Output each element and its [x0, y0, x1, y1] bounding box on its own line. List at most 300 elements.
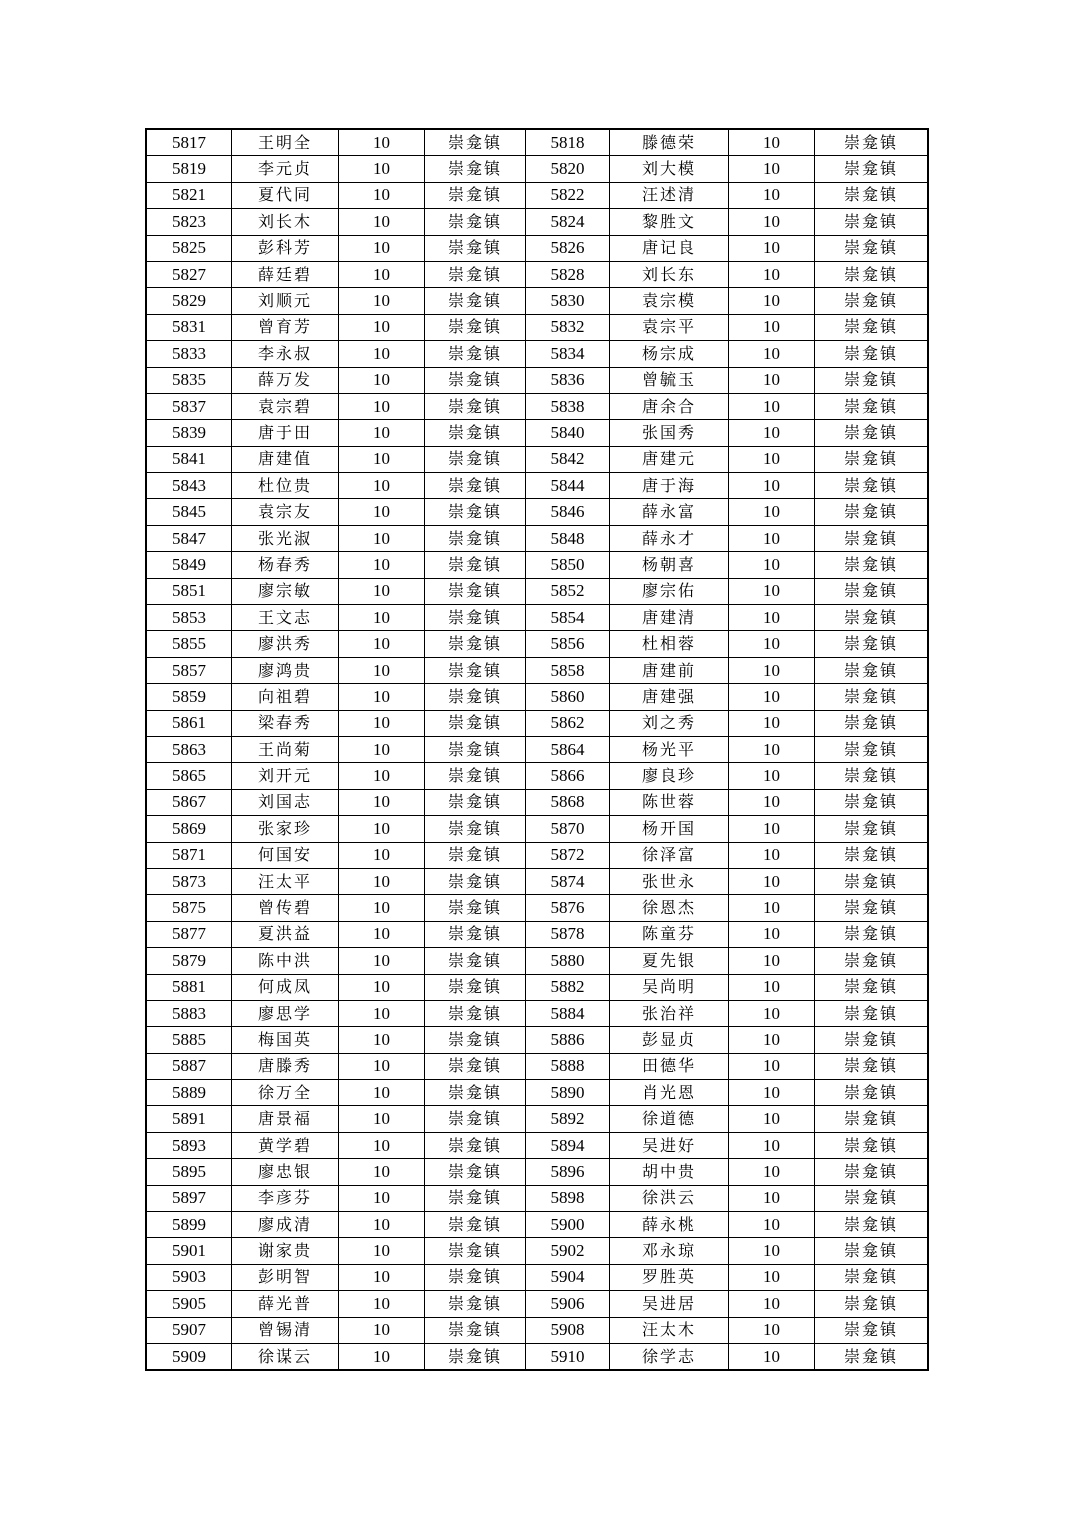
- right-town-name-cell: 崇龛镇: [815, 948, 928, 974]
- right-person-name-cell: 廖良珍: [610, 763, 729, 789]
- right-town-name-cell: 崇龛镇: [815, 789, 928, 815]
- right-amount-cell: 10: [729, 868, 815, 894]
- left-town-name-cell: 崇龛镇: [425, 1264, 526, 1290]
- right-town-name-cell: 崇龛镇: [815, 1343, 928, 1369]
- right-person-name-cell: 徐恩杰: [610, 895, 729, 921]
- left-person-name-cell: 刘长木: [232, 209, 339, 235]
- right-town-name-cell: 崇龛镇: [815, 314, 928, 340]
- right-town-name-cell: 崇龛镇: [815, 895, 928, 921]
- left-person-name-cell: 夏洪益: [232, 921, 339, 947]
- left-amount-cell: 10: [339, 842, 425, 868]
- right-amount-cell: 10: [729, 1291, 815, 1317]
- right-person-name-cell: 汪太木: [610, 1317, 729, 1343]
- left-person-name-cell: 曾育芳: [232, 314, 339, 340]
- table-row: [147, 341, 928, 367]
- right-town-name-cell: 崇龛镇: [815, 420, 928, 446]
- right-amount-cell: 10: [729, 842, 815, 868]
- right-record-id-cell: 5904: [526, 1264, 610, 1290]
- table-row: [147, 1027, 928, 1053]
- left-record-id-cell: 5827: [147, 261, 232, 287]
- right-person-name-cell: 胡中贵: [610, 1159, 729, 1185]
- left-town-name-cell: 崇龛镇: [425, 1185, 526, 1211]
- right-town-name-cell: 崇龛镇: [815, 341, 928, 367]
- left-town-name-cell: 崇龛镇: [425, 1238, 526, 1264]
- left-person-name-cell: 刘国志: [232, 789, 339, 815]
- right-town-name-cell: 崇龛镇: [815, 684, 928, 710]
- right-person-name-cell: 彭显贞: [610, 1027, 729, 1053]
- left-town-name-cell: 崇龛镇: [425, 156, 526, 182]
- left-person-name-cell: 夏代同: [232, 182, 339, 208]
- left-amount-cell: 10: [339, 868, 425, 894]
- left-town-name-cell: 崇龛镇: [425, 868, 526, 894]
- right-person-name-cell: 薛永富: [610, 499, 729, 525]
- table-row: [147, 948, 928, 974]
- left-record-id-cell: 5871: [147, 842, 232, 868]
- left-person-name-cell: 唐景福: [232, 1106, 339, 1132]
- right-record-id-cell: 5844: [526, 473, 610, 499]
- right-amount-cell: 10: [729, 974, 815, 1000]
- table-row: [147, 288, 928, 314]
- right-person-name-cell: 袁宗平: [610, 314, 729, 340]
- left-town-name-cell: 崇龛镇: [425, 710, 526, 736]
- left-record-id-cell: 5897: [147, 1185, 232, 1211]
- left-town-name-cell: 崇龛镇: [425, 1000, 526, 1026]
- right-record-id-cell: 5836: [526, 367, 610, 393]
- left-town-name-cell: 崇龛镇: [425, 1317, 526, 1343]
- right-amount-cell: 10: [729, 209, 815, 235]
- left-amount-cell: 10: [339, 288, 425, 314]
- right-person-name-cell: 杜相蓉: [610, 631, 729, 657]
- right-amount-cell: 10: [729, 1238, 815, 1264]
- table-row: [147, 209, 928, 235]
- right-person-name-cell: 田德华: [610, 1053, 729, 1079]
- right-person-name-cell: 薛永才: [610, 525, 729, 551]
- right-amount-cell: 10: [729, 631, 815, 657]
- right-town-name-cell: 崇龛镇: [815, 1080, 928, 1106]
- left-person-name-cell: 廖思学: [232, 1000, 339, 1026]
- left-amount-cell: 10: [339, 499, 425, 525]
- left-record-id-cell: 5861: [147, 710, 232, 736]
- left-record-id-cell: 5843: [147, 473, 232, 499]
- right-town-name-cell: 崇龛镇: [815, 552, 928, 578]
- right-person-name-cell: 徐洪云: [610, 1185, 729, 1211]
- right-amount-cell: 10: [729, 261, 815, 287]
- left-town-name-cell: 崇龛镇: [425, 130, 526, 156]
- right-record-id-cell: 5874: [526, 868, 610, 894]
- right-amount-cell: 10: [729, 1027, 815, 1053]
- right-record-id-cell: 5906: [526, 1291, 610, 1317]
- right-person-name-cell: 薛永桃: [610, 1212, 729, 1238]
- left-person-name-cell: 薛光普: [232, 1291, 339, 1317]
- right-town-name-cell: 崇龛镇: [815, 816, 928, 842]
- right-record-id-cell: 5830: [526, 288, 610, 314]
- table-row: [147, 605, 928, 631]
- right-amount-cell: 10: [729, 420, 815, 446]
- left-record-id-cell: 5873: [147, 868, 232, 894]
- right-amount-cell: 10: [729, 341, 815, 367]
- left-record-id-cell: 5883: [147, 1000, 232, 1026]
- left-person-name-cell: 王文志: [232, 605, 339, 631]
- right-record-id-cell: 5856: [526, 631, 610, 657]
- right-amount-cell: 10: [729, 710, 815, 736]
- right-person-name-cell: 唐建前: [610, 657, 729, 683]
- table-row: [147, 921, 928, 947]
- right-person-name-cell: 杨宗成: [610, 341, 729, 367]
- left-amount-cell: 10: [339, 525, 425, 551]
- left-record-id-cell: 5837: [147, 393, 232, 419]
- right-amount-cell: 10: [729, 367, 815, 393]
- right-person-name-cell: 徐道德: [610, 1106, 729, 1132]
- left-person-name-cell: 廖鸿贵: [232, 657, 339, 683]
- left-amount-cell: 10: [339, 974, 425, 1000]
- table-row: [147, 314, 928, 340]
- table-row: [147, 842, 928, 868]
- left-record-id-cell: 5863: [147, 736, 232, 762]
- right-record-id-cell: 5908: [526, 1317, 610, 1343]
- right-person-name-cell: 曾毓玉: [610, 367, 729, 393]
- right-amount-cell: 10: [729, 1343, 815, 1369]
- left-record-id-cell: 5907: [147, 1317, 232, 1343]
- right-person-name-cell: 罗胜英: [610, 1264, 729, 1290]
- right-person-name-cell: 唐建清: [610, 605, 729, 631]
- left-town-name-cell: 崇龛镇: [425, 763, 526, 789]
- table-row: [147, 393, 928, 419]
- left-town-name-cell: 崇龛镇: [425, 1080, 526, 1106]
- left-person-name-cell: 廖忠银: [232, 1159, 339, 1185]
- left-record-id-cell: 5859: [147, 684, 232, 710]
- left-person-name-cell: 何成凤: [232, 974, 339, 1000]
- left-amount-cell: 10: [339, 605, 425, 631]
- table-row: [147, 1212, 928, 1238]
- roster-table: [146, 129, 928, 1370]
- left-town-name-cell: 崇龛镇: [425, 552, 526, 578]
- table-row: [147, 816, 928, 842]
- table-row: [147, 473, 928, 499]
- right-person-name-cell: 吴进好: [610, 1132, 729, 1158]
- left-person-name-cell: 王明全: [232, 130, 339, 156]
- right-town-name-cell: 崇龛镇: [815, 156, 928, 182]
- left-town-name-cell: 崇龛镇: [425, 684, 526, 710]
- left-amount-cell: 10: [339, 209, 425, 235]
- left-amount-cell: 10: [339, 895, 425, 921]
- right-record-id-cell: 5866: [526, 763, 610, 789]
- right-amount-cell: 10: [729, 525, 815, 551]
- right-record-id-cell: 5894: [526, 1132, 610, 1158]
- left-record-id-cell: 5819: [147, 156, 232, 182]
- right-town-name-cell: 崇龛镇: [815, 261, 928, 287]
- table-row: [147, 1000, 928, 1026]
- table-row: [147, 1343, 928, 1369]
- table-row: [147, 1317, 928, 1343]
- right-town-name-cell: 崇龛镇: [815, 842, 928, 868]
- right-person-name-cell: 邓永琼: [610, 1238, 729, 1264]
- right-town-name-cell: 崇龛镇: [815, 578, 928, 604]
- left-town-name-cell: 崇龛镇: [425, 288, 526, 314]
- left-town-name-cell: 崇龛镇: [425, 261, 526, 287]
- left-town-name-cell: 崇龛镇: [425, 1106, 526, 1132]
- right-person-name-cell: 杨朝喜: [610, 552, 729, 578]
- right-amount-cell: 10: [729, 605, 815, 631]
- right-town-name-cell: 崇龛镇: [815, 736, 928, 762]
- right-town-name-cell: 崇龛镇: [815, 1212, 928, 1238]
- right-amount-cell: 10: [729, 816, 815, 842]
- right-town-name-cell: 崇龛镇: [815, 657, 928, 683]
- left-amount-cell: 10: [339, 1264, 425, 1290]
- left-amount-cell: 10: [339, 156, 425, 182]
- left-town-name-cell: 崇龛镇: [425, 974, 526, 1000]
- right-amount-cell: 10: [729, 1212, 815, 1238]
- left-town-name-cell: 崇龛镇: [425, 367, 526, 393]
- left-amount-cell: 10: [339, 182, 425, 208]
- left-record-id-cell: 5867: [147, 789, 232, 815]
- left-person-name-cell: 薛廷碧: [232, 261, 339, 287]
- right-person-name-cell: 徐学志: [610, 1343, 729, 1369]
- right-person-name-cell: 刘大模: [610, 156, 729, 182]
- right-amount-cell: 10: [729, 1264, 815, 1290]
- right-record-id-cell: 5892: [526, 1106, 610, 1132]
- right-person-name-cell: 滕德荣: [610, 130, 729, 156]
- right-record-id-cell: 5840: [526, 420, 610, 446]
- right-amount-cell: 10: [729, 763, 815, 789]
- right-amount-cell: 10: [729, 578, 815, 604]
- table-row: [147, 657, 928, 683]
- left-person-name-cell: 向祖碧: [232, 684, 339, 710]
- left-record-id-cell: 5887: [147, 1053, 232, 1079]
- left-person-name-cell: 徐万全: [232, 1080, 339, 1106]
- right-town-name-cell: 崇龛镇: [815, 1106, 928, 1132]
- right-person-name-cell: 刘之秀: [610, 710, 729, 736]
- right-amount-cell: 10: [729, 948, 815, 974]
- left-town-name-cell: 崇龛镇: [425, 341, 526, 367]
- table-row: [147, 235, 928, 261]
- table-row: [147, 1264, 928, 1290]
- left-amount-cell: 10: [339, 314, 425, 340]
- right-town-name-cell: 崇龛镇: [815, 130, 928, 156]
- right-record-id-cell: 5882: [526, 974, 610, 1000]
- left-record-id-cell: 5823: [147, 209, 232, 235]
- left-record-id-cell: 5839: [147, 420, 232, 446]
- left-person-name-cell: 袁宗友: [232, 499, 339, 525]
- left-town-name-cell: 崇龛镇: [425, 895, 526, 921]
- left-amount-cell: 10: [339, 763, 425, 789]
- right-record-id-cell: 5834: [526, 341, 610, 367]
- table-row: [147, 182, 928, 208]
- right-person-name-cell: 袁宗模: [610, 288, 729, 314]
- left-person-name-cell: 廖洪秀: [232, 631, 339, 657]
- right-record-id-cell: 5832: [526, 314, 610, 340]
- left-amount-cell: 10: [339, 1053, 425, 1079]
- right-person-name-cell: 廖宗佑: [610, 578, 729, 604]
- right-person-name-cell: 唐余合: [610, 393, 729, 419]
- left-amount-cell: 10: [339, 1132, 425, 1158]
- right-town-name-cell: 崇龛镇: [815, 763, 928, 789]
- right-town-name-cell: 崇龛镇: [815, 499, 928, 525]
- right-amount-cell: 10: [729, 789, 815, 815]
- table-row: [147, 710, 928, 736]
- right-amount-cell: 10: [729, 288, 815, 314]
- right-amount-cell: 10: [729, 657, 815, 683]
- left-town-name-cell: 崇龛镇: [425, 314, 526, 340]
- left-person-name-cell: 唐于田: [232, 420, 339, 446]
- right-amount-cell: 10: [729, 156, 815, 182]
- left-amount-cell: 10: [339, 1238, 425, 1264]
- right-amount-cell: 10: [729, 446, 815, 472]
- left-amount-cell: 10: [339, 1343, 425, 1369]
- left-record-id-cell: 5869: [147, 816, 232, 842]
- right-town-name-cell: 崇龛镇: [815, 605, 928, 631]
- right-record-id-cell: 5838: [526, 393, 610, 419]
- left-record-id-cell: 5853: [147, 605, 232, 631]
- left-town-name-cell: 崇龛镇: [425, 1212, 526, 1238]
- left-person-name-cell: 唐滕秀: [232, 1053, 339, 1079]
- left-person-name-cell: 梅国英: [232, 1027, 339, 1053]
- left-record-id-cell: 5821: [147, 182, 232, 208]
- right-amount-cell: 10: [729, 1317, 815, 1343]
- left-record-id-cell: 5835: [147, 367, 232, 393]
- right-town-name-cell: 崇龛镇: [815, 974, 928, 1000]
- right-town-name-cell: 崇龛镇: [815, 393, 928, 419]
- left-town-name-cell: 崇龛镇: [425, 921, 526, 947]
- left-person-name-cell: 廖成清: [232, 1212, 339, 1238]
- right-town-name-cell: 崇龛镇: [815, 1185, 928, 1211]
- table-row: [147, 130, 928, 156]
- left-record-id-cell: 5825: [147, 235, 232, 261]
- right-person-name-cell: 黎胜文: [610, 209, 729, 235]
- left-record-id-cell: 5851: [147, 578, 232, 604]
- table-row: [147, 1080, 928, 1106]
- left-record-id-cell: 5905: [147, 1291, 232, 1317]
- left-person-name-cell: 廖宗敏: [232, 578, 339, 604]
- right-town-name-cell: 崇龛镇: [815, 1291, 928, 1317]
- left-town-name-cell: 崇龛镇: [425, 789, 526, 815]
- table-row: [147, 420, 928, 446]
- left-person-name-cell: 王尚菊: [232, 736, 339, 762]
- table-row: [147, 261, 928, 287]
- right-person-name-cell: 张世永: [610, 868, 729, 894]
- left-record-id-cell: 5817: [147, 130, 232, 156]
- right-person-name-cell: 唐于海: [610, 473, 729, 499]
- right-town-name-cell: 崇龛镇: [815, 921, 928, 947]
- right-amount-cell: 10: [729, 1159, 815, 1185]
- right-amount-cell: 10: [729, 473, 815, 499]
- left-person-name-cell: 李永叔: [232, 341, 339, 367]
- left-town-name-cell: 崇龛镇: [425, 1291, 526, 1317]
- right-record-id-cell: 5870: [526, 816, 610, 842]
- right-person-name-cell: 陈童芬: [610, 921, 729, 947]
- left-amount-cell: 10: [339, 736, 425, 762]
- left-record-id-cell: 5857: [147, 657, 232, 683]
- left-amount-cell: 10: [339, 367, 425, 393]
- right-person-name-cell: 杨开国: [610, 816, 729, 842]
- left-town-name-cell: 崇龛镇: [425, 525, 526, 551]
- left-person-name-cell: 何国安: [232, 842, 339, 868]
- left-person-name-cell: 黄学碧: [232, 1132, 339, 1158]
- right-record-id-cell: 5822: [526, 182, 610, 208]
- right-person-name-cell: 唐建元: [610, 446, 729, 472]
- left-amount-cell: 10: [339, 446, 425, 472]
- right-amount-cell: 10: [729, 393, 815, 419]
- left-record-id-cell: 5903: [147, 1264, 232, 1290]
- left-town-name-cell: 崇龛镇: [425, 1343, 526, 1369]
- right-amount-cell: 10: [729, 895, 815, 921]
- left-amount-cell: 10: [339, 341, 425, 367]
- table-row: [147, 156, 928, 182]
- left-person-name-cell: 曾锡清: [232, 1317, 339, 1343]
- left-town-name-cell: 崇龛镇: [425, 499, 526, 525]
- left-record-id-cell: 5845: [147, 499, 232, 525]
- table-row: [147, 763, 928, 789]
- left-record-id-cell: 5875: [147, 895, 232, 921]
- left-record-id-cell: 5899: [147, 1212, 232, 1238]
- left-person-name-cell: 徐谋云: [232, 1343, 339, 1369]
- right-record-id-cell: 5826: [526, 235, 610, 261]
- right-town-name-cell: 崇龛镇: [815, 1238, 928, 1264]
- left-amount-cell: 10: [339, 473, 425, 499]
- right-town-name-cell: 崇龛镇: [815, 1317, 928, 1343]
- left-amount-cell: 10: [339, 1106, 425, 1132]
- right-amount-cell: 10: [729, 552, 815, 578]
- right-town-name-cell: 崇龛镇: [815, 209, 928, 235]
- left-amount-cell: 10: [339, 393, 425, 419]
- left-amount-cell: 10: [339, 1000, 425, 1026]
- left-town-name-cell: 崇龛镇: [425, 393, 526, 419]
- table-row: [147, 895, 928, 921]
- right-record-id-cell: 5886: [526, 1027, 610, 1053]
- left-amount-cell: 10: [339, 631, 425, 657]
- left-person-name-cell: 梁春秀: [232, 710, 339, 736]
- left-record-id-cell: 5895: [147, 1159, 232, 1185]
- right-record-id-cell: 5888: [526, 1053, 610, 1079]
- roster-body: [147, 130, 928, 1370]
- right-town-name-cell: 崇龛镇: [815, 525, 928, 551]
- left-record-id-cell: 5891: [147, 1106, 232, 1132]
- left-town-name-cell: 崇龛镇: [425, 605, 526, 631]
- right-record-id-cell: 5876: [526, 895, 610, 921]
- left-record-id-cell: 5849: [147, 552, 232, 578]
- left-town-name-cell: 崇龛镇: [425, 446, 526, 472]
- table-row: [147, 1106, 928, 1132]
- left-amount-cell: 10: [339, 921, 425, 947]
- right-person-name-cell: 陈世蓉: [610, 789, 729, 815]
- right-record-id-cell: 5820: [526, 156, 610, 182]
- left-amount-cell: 10: [339, 1212, 425, 1238]
- left-amount-cell: 10: [339, 420, 425, 446]
- left-town-name-cell: 崇龛镇: [425, 842, 526, 868]
- left-town-name-cell: 崇龛镇: [425, 578, 526, 604]
- table-row: [147, 736, 928, 762]
- right-town-name-cell: 崇龛镇: [815, 1132, 928, 1158]
- right-town-name-cell: 崇龛镇: [815, 1000, 928, 1026]
- left-town-name-cell: 崇龛镇: [425, 631, 526, 657]
- right-town-name-cell: 崇龛镇: [815, 446, 928, 472]
- right-amount-cell: 10: [729, 1053, 815, 1079]
- left-record-id-cell: 5829: [147, 288, 232, 314]
- left-record-id-cell: 5881: [147, 974, 232, 1000]
- right-person-name-cell: 唐记良: [610, 235, 729, 261]
- left-town-name-cell: 崇龛镇: [425, 182, 526, 208]
- right-amount-cell: 10: [729, 1132, 815, 1158]
- left-town-name-cell: 崇龛镇: [425, 1053, 526, 1079]
- right-record-id-cell: 5850: [526, 552, 610, 578]
- left-person-name-cell: 汪太平: [232, 868, 339, 894]
- right-amount-cell: 10: [729, 684, 815, 710]
- left-town-name-cell: 崇龛镇: [425, 235, 526, 261]
- left-amount-cell: 10: [339, 684, 425, 710]
- right-record-id-cell: 5896: [526, 1159, 610, 1185]
- right-town-name-cell: 崇龛镇: [815, 1053, 928, 1079]
- right-person-name-cell: 张国秀: [610, 420, 729, 446]
- left-record-id-cell: 5865: [147, 763, 232, 789]
